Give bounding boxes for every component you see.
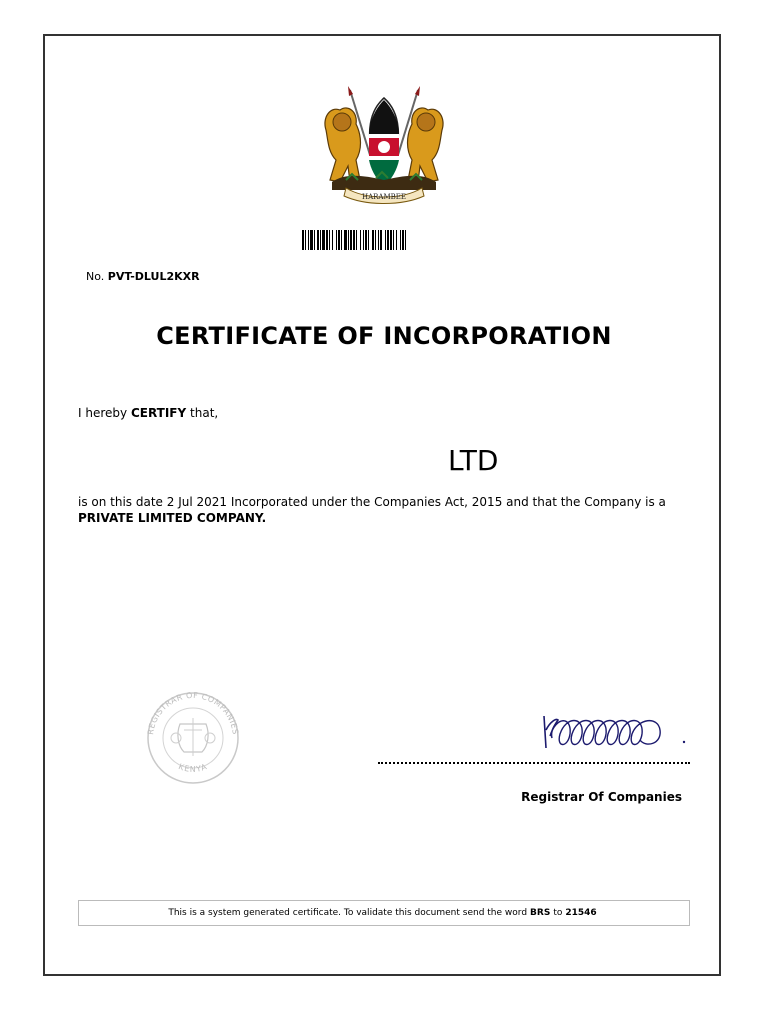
footer-middle: to — [553, 908, 563, 918]
footer-keyword: BRS — [530, 908, 551, 918]
certify-statement — [78, 406, 218, 420]
certificate-number-value: PVT-DLUL2KXR — [107, 270, 200, 283]
signature-line — [378, 762, 690, 764]
footer-text: This is a system generated certificate. To validate this document send the word — [168, 908, 528, 918]
seal-bottom-text: KENYA — [177, 761, 209, 774]
certificate-number — [86, 270, 200, 283]
seal-top-text: REGISTRAR OF COMPANIES — [146, 690, 240, 736]
registrar-seal-icon — [140, 690, 246, 786]
company-type: PRIVATE LIMITED COMPANY. — [78, 511, 267, 525]
certificate-number-prefix: No. — [86, 270, 105, 283]
certify-word: CERTIFY — [130, 406, 187, 420]
motto-text: HARAMBEE — [361, 193, 407, 201]
incorporation-statement — [78, 494, 698, 526]
certify-suffix: that, — [190, 406, 219, 420]
company-name: LTD — [448, 444, 499, 477]
document-title: CERTIFICATE OF INCORPORATION — [156, 322, 612, 350]
footer-shortcode: 21546 — [565, 908, 597, 918]
svg-text:KENYA — [177, 762, 209, 774]
incorporation-text: is on this date 2 Jul 2021 Incorporated under the Companies Act, 2015 and that the Company is a — [78, 495, 666, 509]
certify-prefix: I hereby — [78, 406, 128, 420]
barcode-icon — [302, 230, 468, 250]
validation-footer — [78, 900, 690, 926]
signature-icon — [536, 708, 696, 758]
signatory-title: Registrar Of Companies — [521, 790, 682, 804]
kenya-coat-of-arms-icon — [316, 84, 452, 206]
